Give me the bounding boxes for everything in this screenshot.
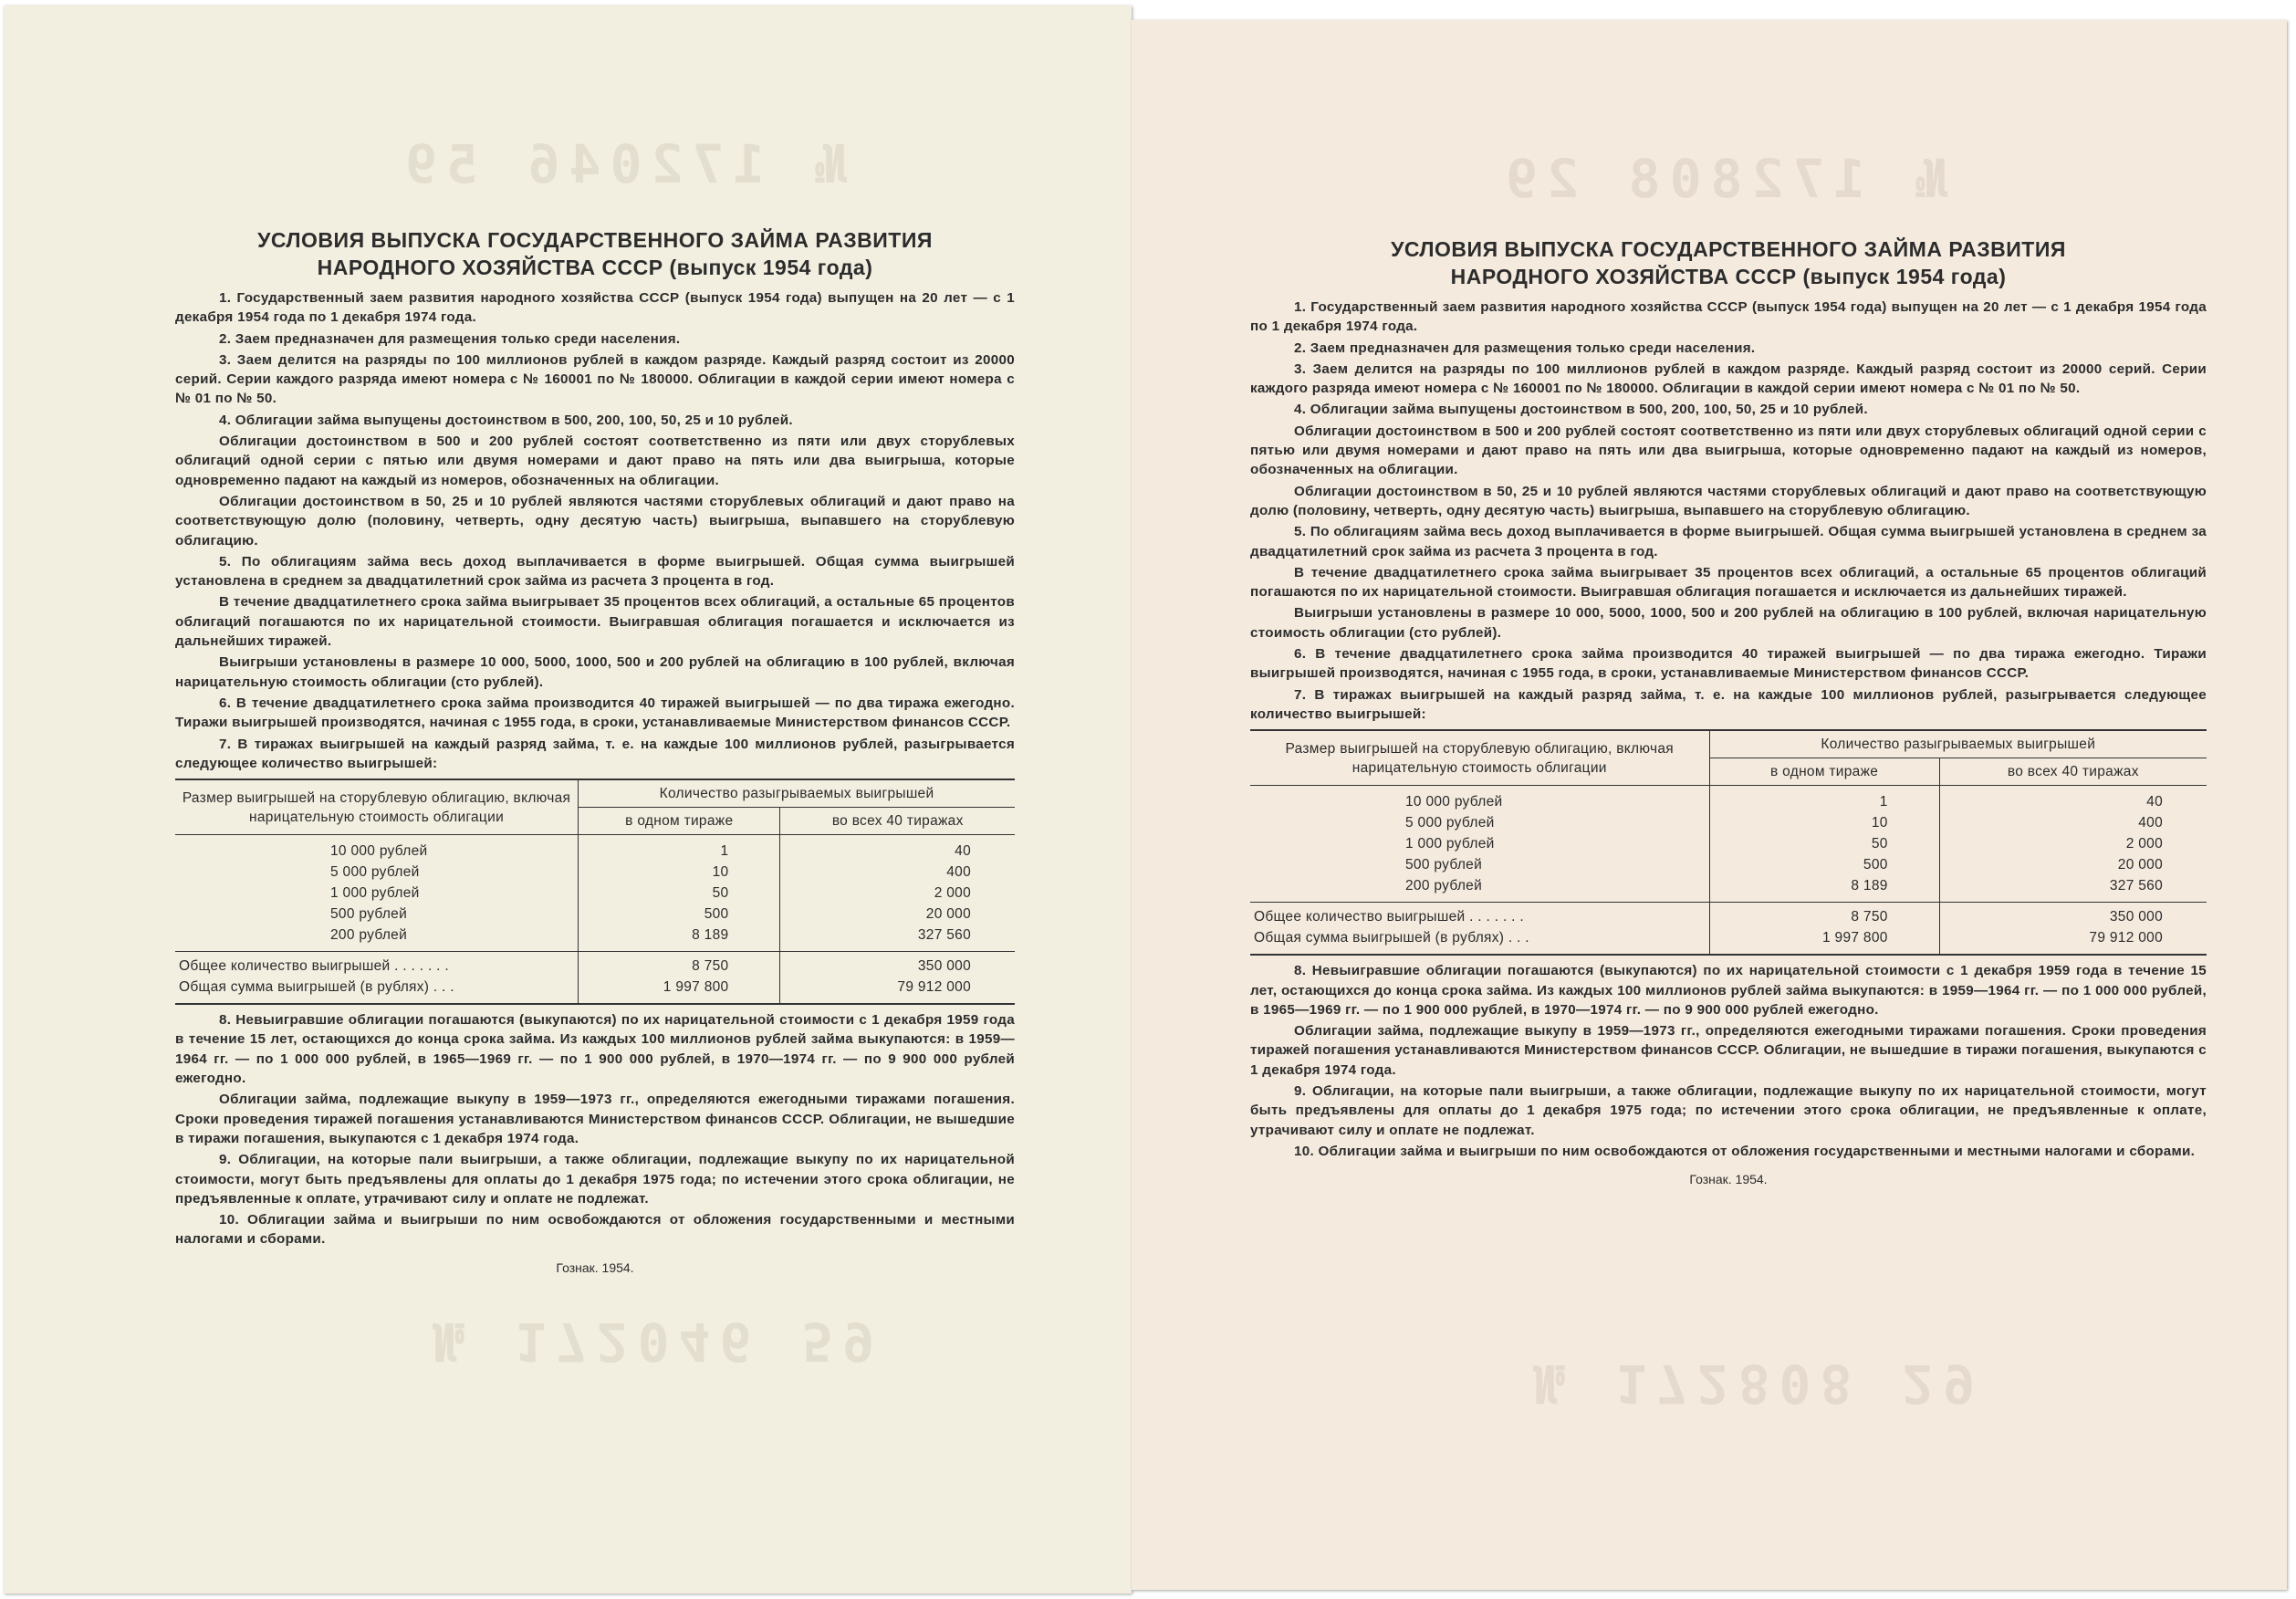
table-row [175, 862, 1015, 883]
total-count-row [1250, 903, 2207, 928]
title-line-2: НАРОДНОГО ХОЗЯЙСТВА СССР (выпуск 1954 года) [1450, 265, 2007, 288]
conditions-body [1250, 298, 2207, 1161]
paragraph: 3. Заем делится на разряды по 100 миллионов рублей в каждом разряде. Каждый разряд состоит из 20000 серий. Серии каждого разряда имеют номера с № 160001 по № 180000. Облигации в каждой серии имеют номера с № 01 по № 50. [175, 351, 1015, 407]
prize-count-one: 1 [579, 835, 780, 862]
title-line-2: НАРОДНОГО ХОЗЯЙСТВА СССР (выпуск 1954 года) [317, 256, 873, 279]
paragraph: Облигации займа, подлежащие выкупу в 1959—1973 гг., определяются ежегодными тиражами погашения. Сроки проведения тиражей погашения устанавливаются Министерством финансов СССР. Облигации, не вышедшие в тиражи погашения, выкупаются с 1 декабря 1974 года. [1250, 1023, 2207, 1078]
prize-table [175, 779, 1015, 1005]
total-sum-row [175, 977, 1015, 1004]
total-count-label: Общее количество выигрышей . . . . . . . [175, 952, 579, 977]
paragraph: 7. В тиражах выигрышей на каждый разряд займа, т. е. на каждые 100 миллионов рублей, разыгрывается следующее количество выигрышей: [1250, 686, 2207, 722]
prize-size: 200 рублей [1250, 875, 1709, 903]
paragraph: Облигации займа, подлежащие выкупу в 1959—1973 гг., определяются ежегодными тиражами погашения. Сроки проведения тиражей погашения устанавливаются Министерством финансов СССР. Облигации, не вышедшие в тиражи погашения, выкупаются с 1 декабря 1974 года. [175, 1092, 1015, 1146]
table-row [175, 925, 1015, 952]
prize-count-all: 20 000 [925, 906, 971, 923]
prize-count-all: 40 [955, 843, 971, 860]
paragraph: В течение двадцатилетнего срока займа выигрывает 35 процентов всех облигаций, а остальные 65 процентов облигаций погашаются по их нарицательной стоимости. Выигравшая облигация погашается и исключается из дальнейших тиражей. [175, 594, 1015, 650]
paragraph: 1. Государственный заем развития народного хозяйства СССР (выпуск 1954 года) выпущен на 20 лет — с 1 декабря 1954 года по 1 декабря 1974 года. [1250, 299, 2207, 335]
prize-size: 500 рублей [175, 904, 579, 925]
prize-size: 500 рублей [1250, 854, 1709, 875]
prize-count-header: Количество разыгрываемых выигрышей [1709, 730, 2207, 758]
paragraph: Облигации достоинством в 500 и 200 рублей состоят соответственно из пяти или двух сторублевых облигаций одной серии с пятью или двумя номерами и дают право на пять или два выигрыша, которые одновременно падают на каждый из номеров, обозначенных на облигации. [175, 434, 1015, 488]
printer-imprint: Гознак. 1954. [556, 1259, 634, 1275]
prize-count-all: 2 000 [2125, 836, 2163, 852]
total-sum-one: 1 997 800 [579, 977, 780, 1004]
prize-count-all: 20 000 [2117, 857, 2163, 873]
paragraph: 6. В течение двадцатилетнего срока займа производится 40 тиражей выигрышей — по два тиража ежегодно. Тиражи выигрышей производятся, начиная с 1955 года, в сроки, устанавливаемые Министерством финансов СССР. [1250, 646, 2207, 682]
total-count-one: 8 750 [579, 952, 780, 977]
paragraph: Облигации достоинством в 50, 25 и 10 рублей являются частями сторублевых облигаций и дают право на соответствующую долю (половину, четверть, одну десятую часть) выигрыша, выпавшего на сторублевую облигацию. [1250, 483, 2207, 518]
one-draw-header: в одном тираже [579, 808, 780, 835]
total-sum-all: 79 912 000 [2089, 930, 2163, 946]
title-line-1: УСЛОВИЯ ВЫПУСКА ГОСУДАРСТВЕННОГО ЗАЙМА РАЗВИТИЯ [1391, 237, 2066, 261]
prize-size-header: Размер выигрышей на сторублевую облигацию, включая нарицательную стоимость облигации [175, 779, 579, 835]
conditions-title [175, 226, 1015, 281]
total-sum-all: 79 912 000 [897, 979, 971, 996]
paragraph: 6. В течение двадцатилетнего срока займа производится 40 тиражей выигрышей — по два тиража ежегодно. Тиражи выигрышей производятся, начиная с 1955 года, в сроки, устанавливаемые Министерством финансов СССР. [175, 695, 1015, 731]
prize-count-one: 50 [579, 883, 780, 904]
show-through-serial-top: № 172046 59 [396, 133, 848, 195]
total-count-row [175, 952, 1015, 977]
all-draws-header: во всех 40 тиражах [1939, 758, 2207, 786]
one-draw-header: в одном тираже [1709, 758, 1939, 786]
total-count-label: Общее количество выигрышей . . . . . . . [1250, 903, 1709, 928]
prize-size: 1 000 рублей [175, 883, 579, 904]
show-through-serial-top: № 172808 29 [1497, 148, 1948, 210]
table-row [1250, 786, 2207, 813]
total-sum-one: 1 997 800 [1709, 927, 1939, 955]
prize-count-header: Количество разыгрываемых выигрышей [579, 779, 1015, 808]
table-row [175, 835, 1015, 862]
prize-size: 200 рублей [175, 925, 579, 952]
printer-imprint: Гознак. 1954. [1689, 1172, 1768, 1187]
all-draws-header: во всех 40 тиражах [780, 808, 1015, 835]
paragraph: Облигации достоинством в 50, 25 и 10 рублей являются частями сторублевых облигаций и дают право на соответствующую долю (половину, четверть, одну десятую часть) выигрыша, выпавшего на сторублевую облигацию. [175, 493, 1015, 549]
paragraph: 9. Облигации, на которые пали выигрыши, а также облигации, подлежащие выкупу по их нарицательной стоимости, могут быть предъявлены для оплаты до 1 декабря 1975 года; по истечении этого срока облигации, не предъявленные к оплате, утрачивают силу и оплате не подлежат. [175, 1152, 1015, 1207]
table-row [1250, 833, 2207, 854]
paragraph: 10. Облигации займа и выигрыши по ним освобождаются от обложения государственными и местными налогами и сборами. [175, 1212, 1015, 1248]
paragraph: 2. Заем предназначен для размещения только среди населения. [219, 330, 681, 347]
total-sum-row [1250, 927, 2207, 955]
title-line-1: УСЛОВИЯ ВЫПУСКА ГОСУДАРСТВЕННОГО ЗАЙМА РАЗВИТИЯ [257, 228, 933, 252]
paragraph: 5. По облигациям займа весь доход выплачивается в форме выигрышей. Общая сумма выигрышей установлена в среднем за двадцатилетний срок займа из расчета 3 процента в год. [175, 553, 1015, 590]
bond-back-left [4, 5, 1132, 1594]
conditions-title [1250, 235, 2207, 290]
total-count-one: 8 750 [1709, 903, 1939, 928]
prize-count-one: 1 [1709, 786, 1939, 813]
paragraph: 8. Невыигравшие облигации погашаются (выкупаются) по их нарицательной стоимости с 1 декабря 1959 года в течение 15 лет, остающихся до конца срока займа. Из каждых 100 миллионов рублей займа выкупаются: в 1959—1964 гг. — по 1 000 000 рублей, в 1965—1969 гг. — по 1 900 000 рублей, в 1970—1974 гг. — по 9 900 000 рублей ежегодно. [175, 1012, 1015, 1087]
paragraph: 3. Заем делится на разряды по 100 миллионов рублей в каждом разряде. Каждый разряд состоит из 20000 серий. Серии каждого разряда имеют номера с № 160001 по № 180000. Облигации в каждой серии имеют номера с № 01 по № 50. [1250, 361, 2207, 397]
prize-size: 5 000 рублей [175, 862, 579, 883]
prize-size: 10 000 рублей [1250, 786, 1709, 813]
prize-count-all: 2 000 [934, 885, 971, 902]
paragraph: 1. Государственный заем развития народного хозяйства СССР (выпуск 1954 года) выпущен на 20 лет — с 1 декабря 1954 года по 1 декабря 1974 года. [175, 290, 1015, 326]
total-sum-label: Общая сумма выигрышей (в рублях) . . . [1250, 927, 1709, 955]
bond-back-right [1132, 20, 2287, 1590]
prize-count-all: 400 [2138, 815, 2163, 831]
table-row [1250, 812, 2207, 833]
prize-count-one: 8 189 [579, 925, 780, 952]
prize-count-all: 327 560 [917, 927, 971, 944]
total-count-all: 350 000 [1939, 903, 2207, 928]
prize-count-one: 10 [579, 862, 780, 883]
paragraph: 10. Облигации займа и выигрыши по ним освобождаются от обложения государственными и местными налогами и сборами. [1294, 1143, 2196, 1159]
paragraph: В течение двадцатилетнего срока займа выигрывает 35 процентов всех облигаций, а остальные 65 процентов облигаций погашаются по их нарицательной стоимости. Выигравшая облигация погашается и исключается из дальнейших тиражей. [1250, 564, 2207, 601]
prize-count-one: 500 [1709, 854, 1939, 875]
paragraph: 8. Невыигравшие облигации погашаются (выкупаются) по их нарицательной стоимости с 1 декабря 1959 года в течение 15 лет, остающихся до конца срока займа. Из каждых 100 миллионов рублей займа выкупаются: в 1959—1964 гг. — по 1 000 000 рублей, в 1965—1969 гг. — по 1 900 000 рублей, в 1970—1974 гг. — по 9 900 000 рублей ежегодно. [1250, 963, 2207, 1018]
paragraph: 4. Облигации займа выпущены достоинством в 500, 200, 100, 50, 25 и 10 рублей. [1294, 402, 1868, 418]
paragraph: 4. Облигации займа выпущены достоинством в 500, 200, 100, 50, 25 и 10 рублей. [219, 412, 793, 428]
show-through-serial-bottom: № 172808 29 [1533, 1353, 1985, 1415]
prize-count-all: 327 560 [2109, 878, 2163, 894]
table-row [1250, 875, 2207, 903]
table-row [175, 904, 1015, 925]
show-through-serial-bottom: № 172046 59 [433, 1311, 884, 1373]
prize-count-all: 40 [2146, 794, 2163, 810]
paragraph: Выигрыши установлены в размере 10 000, 5000, 1000, 500 и 200 рублей на облигацию в 100 рублей, включая нарицательную стоимость облигации (сто рублей). [175, 654, 1015, 690]
paragraph: 5. По облигациям займа весь доход выплачивается в форме выигрышей. Общая сумма выигрышей установлена в среднем за двадцатилетний срок займа из расчета 3 процента в год. [1250, 524, 2207, 559]
conditions-body [175, 288, 1015, 1249]
paragraph: Облигации достоинством в 500 и 200 рублей состоят соответственно из пяти или двух сторублевых облигаций одной серии с пятью или двумя номерами и дают право на пять или два выигрыша, которые одновременно падают на каждый из номеров, обозначенных на облигации. [1250, 423, 2207, 478]
paragraph: 9. Облигации, на которые пали выигрыши, а также облигации, подлежащие выкупу по их нарицательной стоимости, могут быть предъявлены для оплаты до 1 декабря 1975 года; по истечении этого срока облигации, не предъявленные к оплате, утрачивают силу и оплате не подлежат. [1250, 1083, 2207, 1138]
paragraph: Выигрыши установлены в размере 10 000, 5000, 1000, 500 и 200 рублей на облигацию в 100 рублей, включая нарицательную стоимость облигации (сто рублей). [1250, 605, 2207, 641]
prize-count-one: 500 [579, 904, 780, 925]
table-row [1250, 854, 2207, 875]
prize-table [1250, 729, 2207, 956]
paragraph: 7. В тиражах выигрышей на каждый разряд займа, т. е. на каждые 100 миллионов рублей, разыгрывается следующее количество выигрышей: [175, 736, 1015, 771]
prize-size-header: Размер выигрышей на сторублевую облигацию, включая нарицательную стоимость облигации [1250, 730, 1709, 786]
prize-count-all: 400 [946, 864, 971, 881]
paragraph: 2. Заем предназначен для размещения только среди населения. [1294, 340, 1756, 356]
prize-count-one: 8 189 [1709, 875, 1939, 903]
prize-size: 1 000 рублей [1250, 833, 1709, 854]
prize-count-one: 50 [1709, 833, 1939, 854]
prize-size: 10 000 рублей [175, 835, 579, 862]
prize-count-one: 10 [1709, 812, 1939, 833]
total-count-all: 350 000 [780, 952, 1015, 977]
prize-size: 5 000 рублей [1250, 812, 1709, 833]
total-sum-label: Общая сумма выигрышей (в рублях) . . . [175, 977, 579, 1004]
table-row [175, 883, 1015, 904]
